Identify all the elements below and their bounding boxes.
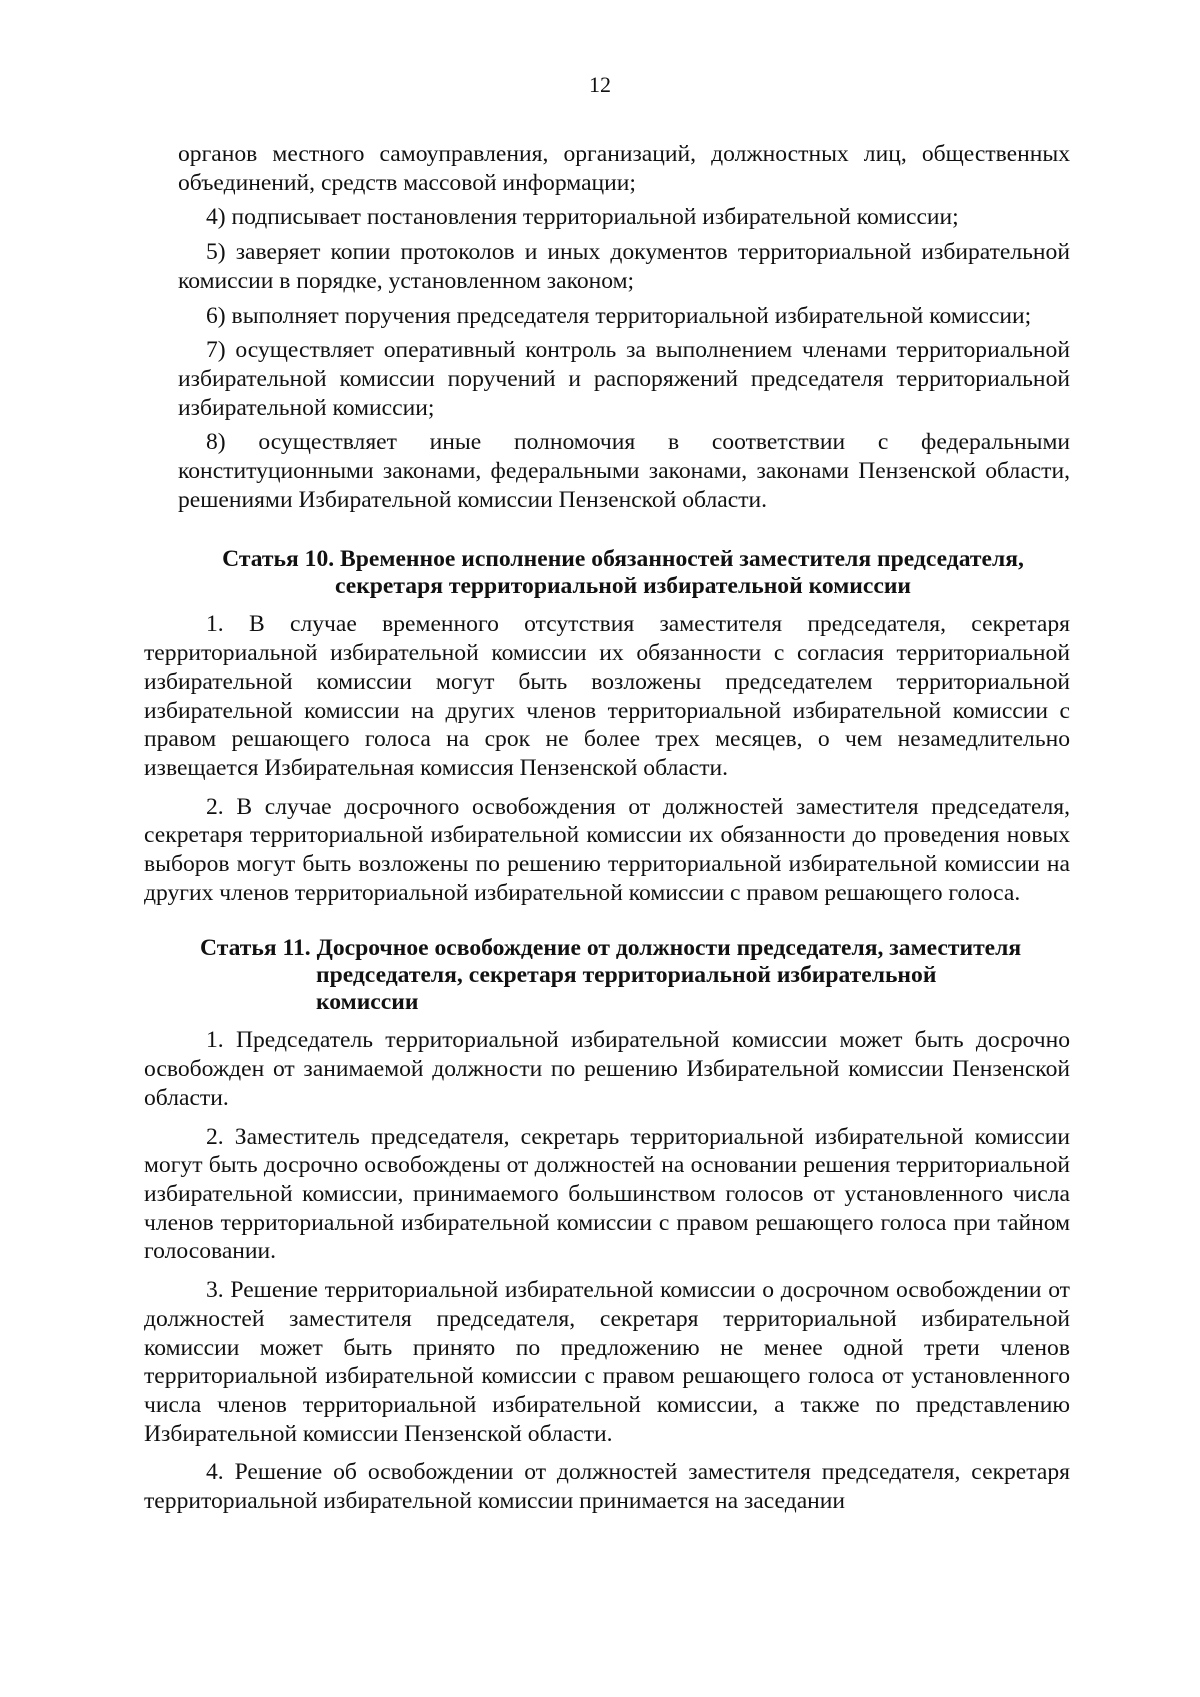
list-item: 7) осуществляет оперативный контроль за выполнением членами территориальной избирательной комиссии поручений и распоряжений председателя территориальной избирательной комиссии; (178, 337, 1070, 421)
article-10-body (144, 610, 1070, 907)
article-11-clause: 3. Решение территориальной избирательной комиссии о досрочном освобождении от должностей заместителя председателя, секретаря территориальной избирательной комиссии может быть принято по предложению не менее одной трети членов территориальной избирательной комиссии с правом решающего голоса от установленного числа членов территориальной избирательной комиссии, а также по представлению Избирательной комиссии Пензенской области. (144, 1277, 1070, 1447)
list-item: 4) подписывает постановления территориальной избирательной комиссии; (206, 204, 959, 231)
list-item: 5) заверяет копии протоколов и иных документов территориальной избирательной комиссии в порядке, установленном законом; (178, 239, 1070, 294)
page-number: 12 (589, 72, 611, 97)
article-10-clause: 2. В случае досрочного освобождения от должностей заместителя председателя, секретаря территориальной избирательной комиссии их обязанности до проведения новых выборов могут быть возложены по решению территориальной избирательной комиссии на других членов территориальной избирательной комиссии с правом решающего голоса. (144, 793, 1070, 906)
article-11-heading (178, 935, 1070, 1016)
article-11-clause: 1. Председатель территориальной избирательной комиссии может быть досрочно освобожден от занимаемой должности по решению Избирательной комиссии Пензенской области. (144, 1027, 1070, 1111)
article-11-clause: 2. Заместитель председателя, секретарь территориальной избирательной комиссии могут быть досрочно освобождены от должностей на основании решения территориальной избирательной комиссии, принимаемого большинством голосов от установленного числа членов территориальной избирательной комиссии с правом решающего голоса при тайном голосовании. (144, 1123, 1070, 1265)
document-body (144, 140, 1070, 1516)
article-11-heading-line: комиссии (316, 989, 419, 1016)
list-item: 6) выполняет поручения председателя территориальной избирательной комиссии; (206, 302, 1032, 329)
article-10-clause: 1. В случае временного отсутствия заместителя председателя, секретаря территориальной избирательной комиссии их обязанности с согласия территориальной избирательной комиссии могут быть возложены председателем территориальной избирательной комиссии на других членов территориальной избирательной комиссии с правом решающего голоса на срок не более трех месяцев, о чем незамедлительно извещается Избирательная комиссия Пензенской области. (144, 611, 1070, 781)
article-10-heading (176, 546, 1070, 600)
list-item: 8) осуществляет иные полномочия в соответствии с федеральными конституционными законами, федеральными законами, законами Пензенской области, решениями Избирательной комиссии Пензенской области. (178, 429, 1070, 513)
article-10-heading-line: секретаря территориальной избирательной комиссии (334, 573, 912, 600)
article-11-heading-line: председателя, секретаря территориальной избирательной (316, 962, 937, 989)
article-11-clause: 4. Решение об освобождении от должностей заместителя председателя, секретаря территориальной избирательной комиссии принимается на заседании (144, 1459, 1070, 1515)
continuation-paragraph: органов местного самоуправления, организаций, должностных лиц, общественных объединений, средств массовой информации; (178, 141, 1070, 196)
article-11-body (144, 1026, 1070, 1515)
article-10-heading-line: Статья 10. Временное исполнение обязанностей заместителя председателя, (222, 546, 1024, 573)
article-11-heading-line: Статья 11. Досрочное освобождение от должности председателя, заместителя (200, 935, 1022, 962)
duties-list (178, 203, 1070, 514)
